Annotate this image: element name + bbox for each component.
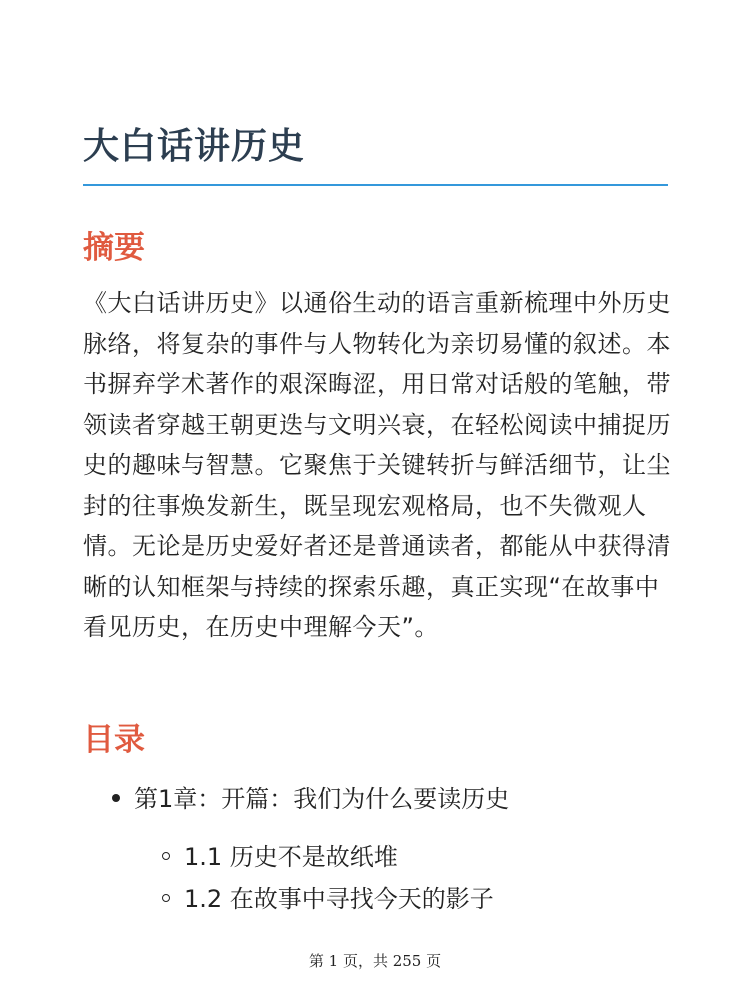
summary-heading: 摘要 (83, 230, 145, 266)
toc-section-1-1[interactable] (162, 837, 398, 872)
toc-section-label: 1.2 在故事中寻找今天的影子 (184, 885, 494, 913)
toc-heading: 目录 (83, 722, 145, 758)
bullet-disc-icon (112, 794, 120, 802)
bullet-circle-icon (162, 894, 170, 902)
document-title: 大白话讲历史 (83, 126, 306, 167)
bullet-circle-icon (162, 852, 170, 860)
toc-section-1-2[interactable] (162, 879, 494, 914)
toc-chapter-label: 第1章：开篇：我们为什么要读历史 (134, 785, 510, 813)
summary-text: 《大白话讲历史》以通俗生动的语言重新梳理中外历史脉络，将复杂的事件与人物转化为亲切易懂的叙述。本书摒弃学术著作的艰深晦涩，用日常对话般的笔触，带领读者穿越王朝更迭与文明兴衰，在轻松阅读中捕捉历史的趣味与智慧。它聚焦于关键转折与鲜活细节，让尘封的往事焕发新生，既呈现宏观格局，也不失微观人情。无论是历史爱好者还是普通读者，都能从中获得清晰的认知框架与持续的探索乐趣，真正实现“在故事中看见历史，在历史中理解今天”。 (83, 289, 671, 641)
page-number-footer: 第 1 页，共 255 页 (308, 952, 442, 970)
toc-chapter-1[interactable] (112, 779, 509, 814)
toc-section-label: 1.1 历史不是故纸堆 (184, 843, 398, 871)
title-divider (83, 184, 668, 186)
